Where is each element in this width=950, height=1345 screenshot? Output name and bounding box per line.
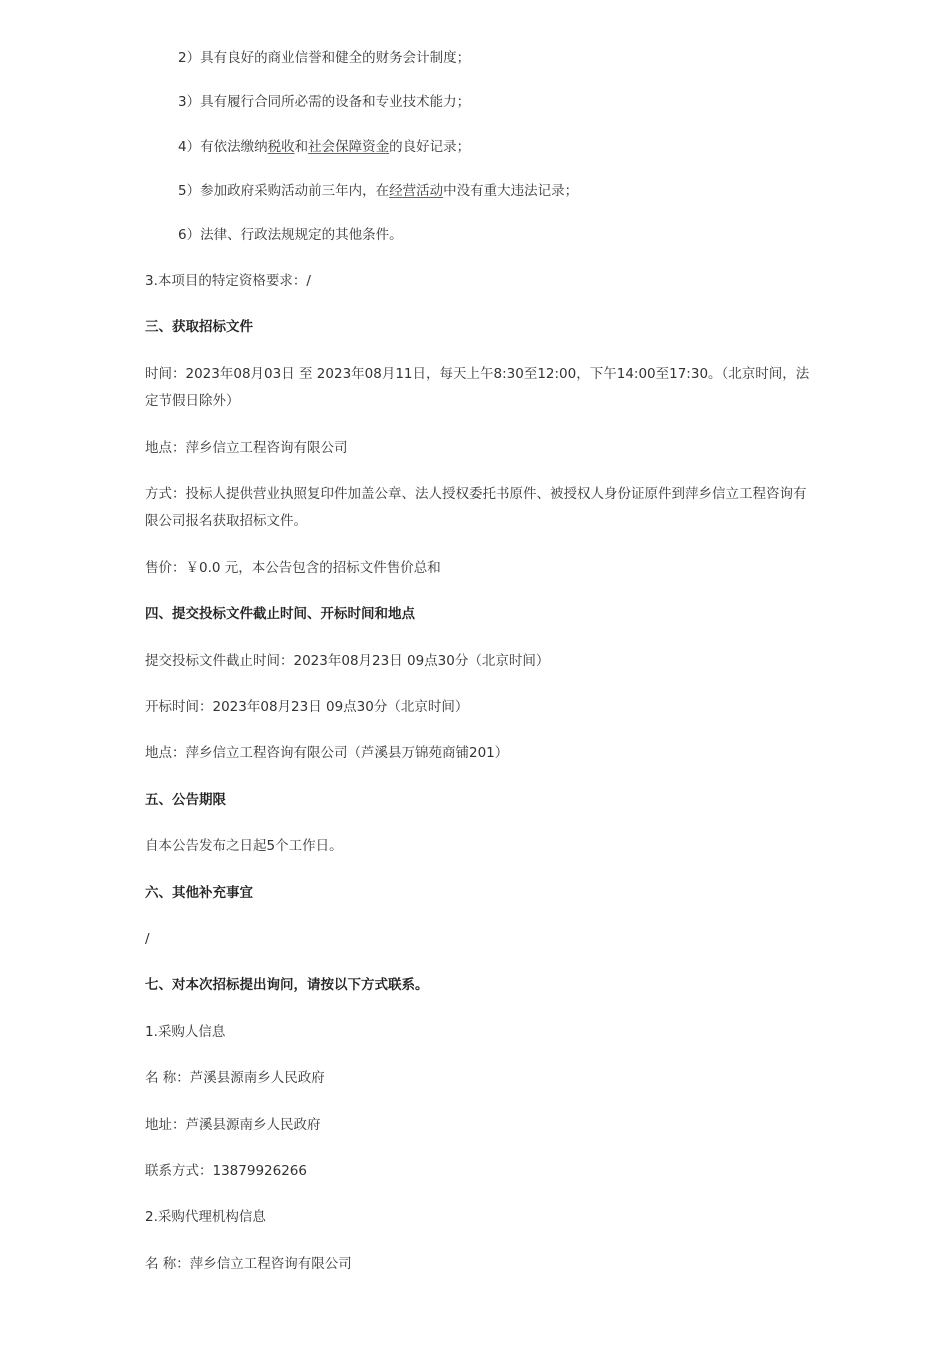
tax-link[interactable]: 税收 xyxy=(267,139,295,155)
section-heading-obtain-documents: 三、获取招标文件 xyxy=(145,319,253,335)
requirement-item-6: 6）法律、行政法规规定的其他条件。 xyxy=(178,227,403,243)
opening-time: 开标时间：2023年08月23日 09点30分（北京时间） xyxy=(145,699,469,715)
section-heading-contact: 七、对本次招标提出询问，请按以下方式联系。 xyxy=(145,977,429,993)
submission-deadline: 提交投标文件截止时间：2023年08月23日 09点30分（北京时间） xyxy=(145,653,550,669)
social-security-link[interactable]: 社会保障资金 xyxy=(308,139,390,155)
requirement-item-4-text-b: 和 xyxy=(294,139,309,155)
notice-period-text: 自本公告发布之日起5个工作日。 xyxy=(145,838,343,854)
document-price: 售价：￥0.0 元，本公告包含的招标文件售价总和 xyxy=(145,560,441,576)
requirement-item-3: 3）具有履行合同所必需的设备和专业技术能力； xyxy=(178,94,471,110)
purchaser-info-title: 1.采购人信息 xyxy=(145,1024,226,1040)
section-heading-other-matters: 六、其他补充事宜 xyxy=(145,885,253,901)
requirement-item-5-text-a: 5）参加政府采购活动前三年内，在 xyxy=(178,183,390,199)
purchaser-address: 地址：芦溪县源南乡人民政府 xyxy=(145,1117,321,1133)
opening-place: 地点：萍乡信立工程咨询有限公司（芦溪县万锦苑商铺201） xyxy=(145,745,509,761)
obtain-method: 方式：投标人提供营业执照复印件加盖公章、法人授权委托书原件、被授权人身份证原件到萍乡信立工程咨询有限公司报名获取招标文件。 xyxy=(145,486,807,529)
requirement-item-4-text-c: 的良好记录； xyxy=(389,139,471,155)
obtain-time: 时间：2023年08月03日 至 2023年08月11日，每天上午8:30至12:00，下午14:00至17:30。（北京时间，法定节假日除外） xyxy=(145,366,810,409)
section-heading-notice-period: 五、公告期限 xyxy=(145,792,226,808)
other-matters-text: / xyxy=(145,931,150,947)
section-heading-submission: 四、提交投标文件截止时间、开标时间和地点 xyxy=(145,606,415,622)
requirement-item-4-text-a: 4）有依法缴纳 xyxy=(178,139,268,155)
agency-name: 名 称：萍乡信立工程咨询有限公司 xyxy=(145,1256,352,1272)
agency-info-title: 2.采购代理机构信息 xyxy=(145,1209,266,1225)
business-activity-link[interactable]: 经营活动 xyxy=(389,183,444,199)
requirement-item-4 xyxy=(178,134,843,161)
requirement-item-2: 2）具有良好的商业信誉和健全的财务会计制度； xyxy=(178,50,471,66)
requirement-item-5 xyxy=(178,178,843,205)
purchaser-contact: 联系方式：13879926266 xyxy=(145,1163,307,1179)
purchaser-name: 名 称：芦溪县源南乡人民政府 xyxy=(145,1070,325,1086)
requirement-item-5-text-b: 中没有重大违法记录； xyxy=(443,183,579,199)
obtain-place: 地点：萍乡信立工程咨询有限公司 xyxy=(145,440,348,456)
special-requirement: 3.本项目的特定资格要求：/ xyxy=(145,273,311,289)
